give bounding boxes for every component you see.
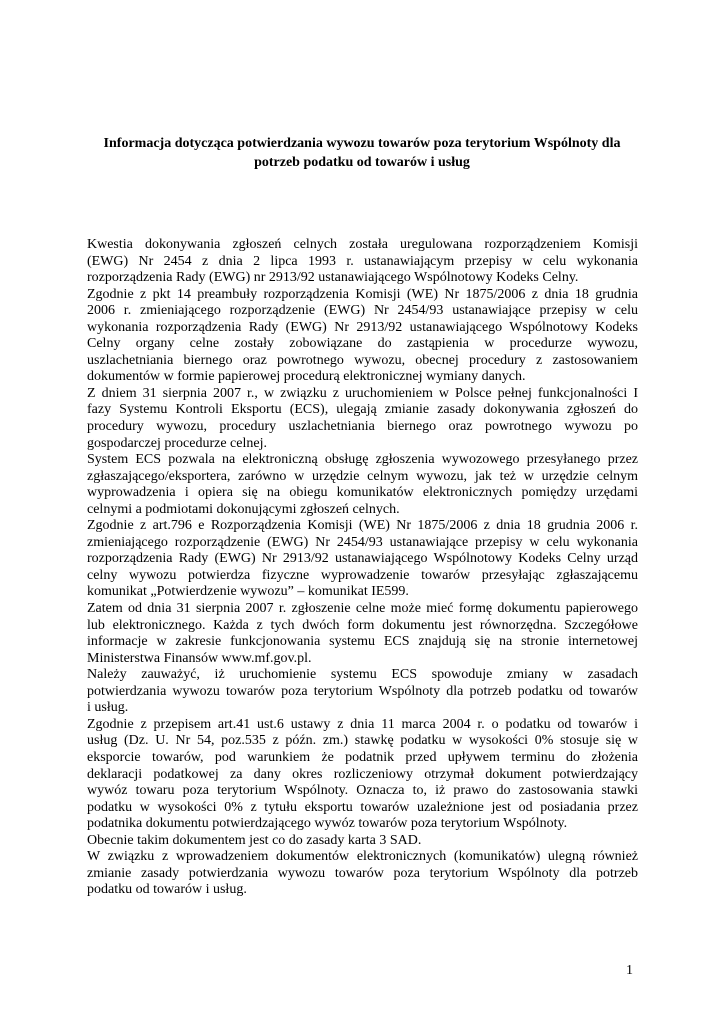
paragraph-line: Należy zauważyć, iż uruchomienie systemu ECS spowoduje zmiany w zasadach [87,667,638,683]
paragraph [87,386,638,452]
paragraph-line: Ministerstwa Finansów www.mf.gov.pl. [87,650,312,666]
document-body [87,237,638,899]
paragraph-line: procedury wywozu, procedury uszlachetniania biernego oraz powrotnego wywozu po [87,419,638,435]
paragraph-line: potwierdzania wywozu towarów poza terytorium Wspólnoty dla potrzeb podatku od towarów [87,683,638,699]
paragraph-line: celnymi a podmiotami dokonującymi zgłoszeń celnych. [87,501,400,517]
paragraph-line: eksporcie towarów, pod warunkiem że podatnik przed upływem terminu do złożenia [87,749,638,765]
paragraph [87,849,638,899]
paragraph-line: rozporządzenia Rady (EWG) Nr 2913/92 ustanawiającego Wspólnotowy Kodeks Celny urząd [87,551,638,567]
paragraph-line: W związku z wprowadzeniem dokumentów elektronicznych (komunikatów) ulegną również [87,849,638,865]
paragraph-line: Kwestia dokonywania zgłoszeń celnych została uregulowana rozporządzeniem Komisji [87,237,638,252]
paragraph-line: wywóz towaru poza terytorium Wspólnoty. Oznacza to, iż prawo do zastosowania stawki [87,783,638,799]
paragraph [87,667,638,717]
paragraph-line: rozporządzenia Rady (EWG) nr 2913/92 ustanawiającego Wspólnotowy Kodeks Celny. [87,270,579,286]
title-line: potrzeb podatku od towarów i usług [254,155,470,170]
paragraph-line: Z dniem 31 sierpnia 2007 r., w związku z uruchomieniem w Polsce pełnej funkcjonalności I [87,385,638,401]
paragraph-line: fazy Systemu Kontroli Eksportu (ECS), ulegają zmianie zasady dokonywania zgłoszeń do [87,402,638,418]
document-title [90,134,634,172]
paragraph-line: gospodarczej procedurze celnej. [87,435,267,451]
paragraph-line: podatku od towarów i usług. [87,882,247,898]
paragraph-line: celny wywozu potwierdza fizyczne wyprowadzenie towarów przesyłając zgłaszającemu [87,567,638,583]
paragraph [87,833,638,850]
paragraph [87,518,638,601]
paragraph-line: zmianie zasady potwierdzania wywozu towarów poza terytorium Wspólnoty dla potrzeb [87,865,638,881]
paragraph-line: Zgodnie z art.796 e Rozporządzenia Komisji (WE) Nr 1875/2006 z dnia 18 grudnia 2006 r. [87,518,638,534]
paragraph-line: Obecnie takim dokumentem jest co do zasady karta 3 SAD. [87,832,422,848]
paragraph [87,601,638,667]
paragraph-line: uszlachetniania biernego oraz powrotnego wywozu, obecnej procedury z zastosowaniem [87,352,638,368]
paragraph [87,717,638,833]
paragraph-line: wyprowadzenia i opiera się na obiegu komunikatów elektronicznych pomiędzy urzędami [87,485,638,501]
paragraph-line: dokumentów w formie papierowej procedurą elektronicznej wymiany danych. [87,369,526,385]
paragraph-line: i usług. [87,700,129,716]
paragraph-line: komunikat „Potwierdzenie wywozu” – komunikat IE599. [87,584,409,600]
paragraph-line: lub elektronicznego. Każda z tych dwóch form dokumentu jest równorzędna. Szczegółowe [87,617,638,633]
paragraph-line: podatnika dokumentu potwierdzającego wywóz towarów poza terytorium Wspólnoty. [87,816,568,832]
title-line: Informacja dotycząca potwierdzania wywozu towarów poza terytorium Wspólnoty dla [103,136,621,151]
paragraph-line: Zatem od dnia 31 sierpnia 2007 r. zgłoszenie celne może mieć formę dokumentu papierowego [87,601,638,617]
paragraph-line: (EWG) Nr 2454 z dnia 2 lipca 1993 r. ustanawiającym przepisy w celu wykonania [87,253,638,269]
paragraph-line: podatku w wysokości 0% z tytułu eksportu towarów uzależnione jest od posiadania przez [87,799,638,815]
paragraph-line: System ECS pozwala na elektroniczną obsługę zgłoszenia wywozowego przesyłanego przez [87,452,638,468]
page-number: 1 [626,963,633,978]
paragraph [87,287,638,386]
paragraph-line: usług (Dz. U. Nr 54, poz.535 z późn. zm.) stawkę podatku w wysokości 0% stosuje się w [87,733,638,749]
paragraph-line: Zgodnie z pkt 14 preambuły rozporządzenia Komisji (WE) Nr 1875/2006 z dnia 18 grudnia [87,286,638,302]
paragraph-line: zmieniającego rozporządzenie (EWG) Nr 2454/93 ustanawiające przepisy w celu wykonania [87,534,638,550]
paragraph [87,237,638,287]
paragraph-line: wykonania rozporządzenia Rady (EWG) Nr 2913/92 ustanawiającego Wspólnotowy Kodeks [87,319,638,335]
paragraph-line: 2006 r. zmieniającego rozporządzenie (EWG) Nr 2454/93 ustanawiające przepisy w celu [87,303,638,319]
paragraph-line: Zgodnie z przepisem art.41 ust.6 ustawy z dnia 11 marca 2004 r. o podatku od towarów i [87,716,638,732]
paragraph-line: deklaracji podatkowej za dany okres rozliczeniowy otrzymał dokument potwierdzający [87,766,638,782]
paragraph-line: zgłaszającego/eksportera, zarówno w urzędzie celnym wywozu, jak też w urzędzie celnym [87,468,638,484]
paragraph-line: Celny organy celne zostały zobowiązane do zastąpienia w procedurze wywozu, [87,336,638,352]
paragraph-line: informacje w zakresie funkcjonowania systemu ECS znajdują się na stronie internetowej [87,634,638,650]
paragraph [87,452,638,518]
